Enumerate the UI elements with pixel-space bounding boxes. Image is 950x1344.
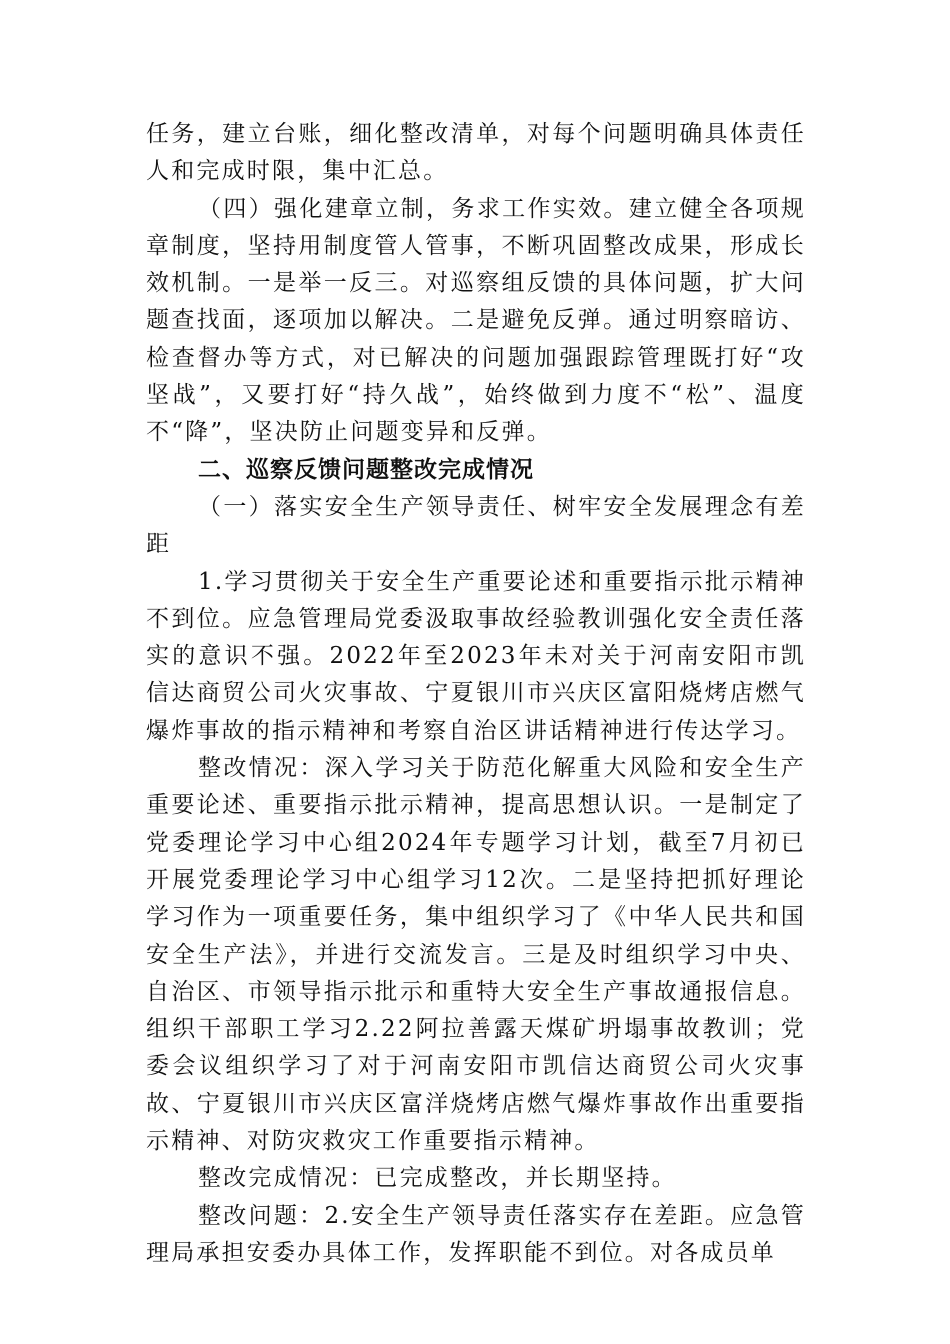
document-body xyxy=(146,116,806,1272)
paragraph-issue-1: 1.学习贯彻关于安全生产重要论述和重要指示批示精神不到位。应急管理局党委汲取事故经验教训强化安全责任落实的意识不强。2022年至2023年未对关于河南安阳市凯信达商贸公司火灾事故、宁夏银川市兴庆区富阳烧烤店燃气爆炸事故的指示精神和考察自治区讲话精神进行传达学习。 xyxy=(146,568,806,744)
paragraph-continuation: 任务，建立台账，细化整改清单，对每个问题明确具体责任人和完成时限，集中汇总。 xyxy=(146,121,806,185)
paragraph-completion-status: 整改完成情况：已完成整改，并长期坚持。 xyxy=(198,1165,677,1192)
section-heading: 二、巡察反馈问题整改完成情况 xyxy=(198,456,534,483)
paragraph-section-four: （四）强化建章立制，务求工作实效。建立健全各项规章制度，坚持用制度管人管事，不断巩固整改成果，形成长效机制。一是举一反三。对巡察组反馈的具体问题，扩大问题查找面，逐项加以解决。二是避免反弹。通过明察暗访、检查督办等方式，对已解决的问题加强跟踪管理既打好“攻坚战”，又要打好“持久战”，始终做到力度不“松”、温度不“降”，坚决防止问题变异和反弹。 xyxy=(146,195,806,446)
paragraph-issue-2: 整改问题：2.安全生产领导责任落实存在差距。应急管理局承担安委办具体工作，发挥职能不到位。对各成员单 xyxy=(146,1202,806,1266)
paragraph-rectification: 整改情况：深入学习关于防范化解重大风险和安全生产重要论述、重要指示批示精神，提高思想认识。一是制定了党委理论学习中心组2024年专题学习计划，截至7月初已开展党委理论学习中心组学习12次。二是坚持把抓好理论学习作为一项重要任务，集中组织学习了《中华人民共和国安全生产法》，并进行交流发言。三是及时组织学习中央、自治区、市领导指示批示和重特大安全生产事故通报信息。组织干部职工学习2.22阿拉善露天煤矿坍塌事故教训；党委会议组织学习了对于河南安阳市凯信达商贸公司火灾事故、宁夏银川市兴庆区富洋烧烤店燃气爆炸事故作出重要指示精神、对防灾救灾工作重要指示精神。 xyxy=(146,755,806,1155)
subsection-heading: （一）落实安全生产领导责任、树牢安全发展理念有差距 xyxy=(146,493,806,558)
